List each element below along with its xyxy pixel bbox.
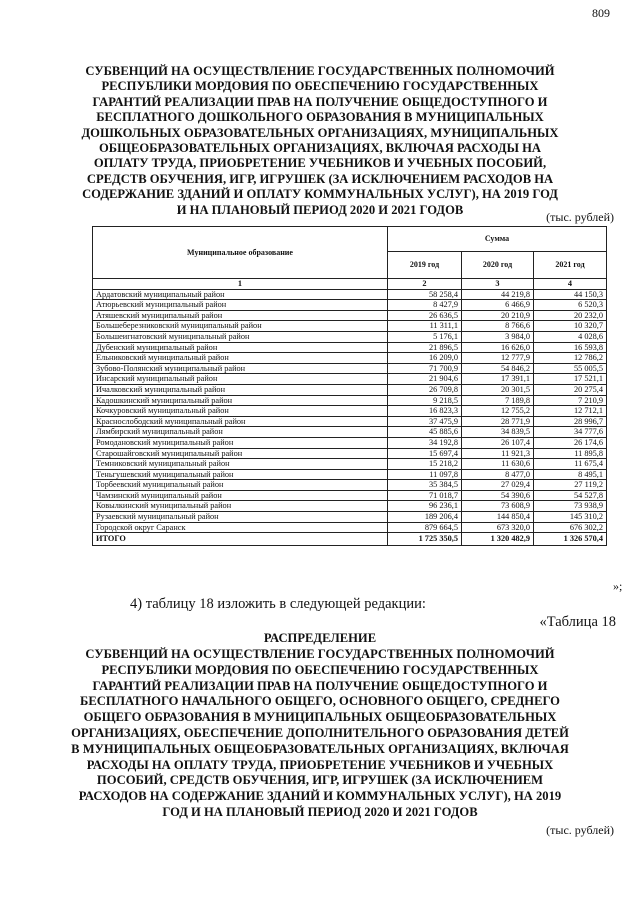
table-row [93,353,607,364]
value-2019: 35 384,5 [388,480,462,491]
table-row [93,416,607,427]
municipality-name: Кочкуровский муниципальный район [93,406,388,417]
table-row [93,300,607,311]
value-2020: 8 766,6 [462,321,534,332]
value-2020: 73 608,9 [462,501,534,512]
value-2019: 71 018,7 [388,490,462,501]
table-row [93,437,607,448]
value-2020: 6 466,9 [462,300,534,311]
municipality-name: Городской округ Саранск [93,522,388,533]
value-2021: 7 210,9 [534,395,607,406]
distribution-heading: РАСПРЕДЕЛЕНИЕ [263,631,377,645]
value-2021: 11 895,8 [534,448,607,459]
value-2019: 879 664,5 [388,522,462,533]
column-number: 2 [388,279,462,290]
value-2020: 27 029,4 [462,480,534,491]
municipality-name: Большеберезниковский муниципальный район [93,321,388,332]
table-row [93,480,607,491]
value-2019: 21 896,5 [388,342,462,353]
municipality-name: Ардатовский муниципальный район [93,289,388,300]
value-2021: 20 232,0 [534,310,607,321]
value-2021: 27 119,2 [534,480,607,491]
value-2021: 4 028,6 [534,331,607,342]
value-2021: 10 320,7 [534,321,607,332]
value-2021: 11 675,4 [534,459,607,470]
table-row [93,512,607,523]
value-2019: 96 236,1 [388,501,462,512]
total-2021: 1 326 570,4 [534,533,607,546]
value-2020: 3 984,0 [462,331,534,342]
table-row [93,501,607,512]
header-2021: 2021 год [534,252,607,279]
subvention-table [92,226,607,546]
value-2019: 71 700,9 [388,363,462,374]
value-2020: 12 777,9 [462,353,534,364]
municipality-name: Зубово-Полянский муниципальный район [93,363,388,374]
municipality-name: Краснослободский муниципальный район [93,416,388,427]
value-2019: 5 176,1 [388,331,462,342]
municipality-name: Атяшевский муниципальный район [93,310,388,321]
value-2020: 20 301,5 [462,384,534,395]
value-2020: 11 921,3 [462,448,534,459]
header-2020: 2020 год [462,252,534,279]
municipality-name: Инсарский муниципальный район [93,374,388,385]
table18-unit: (тыс. рублей) [546,823,614,837]
table-row [93,459,607,470]
table-row [93,321,607,332]
value-2020: 673 320,0 [462,522,534,533]
table-row [93,395,607,406]
column-number: 3 [462,279,534,290]
total-label: ИТОГО [93,533,388,546]
value-2019: 8 427,9 [388,300,462,311]
header-municipality: Муниципальное образование [93,227,388,279]
table-row [93,490,607,501]
table-row [93,342,607,353]
municipality-name: Ковылкинский муниципальный район [93,501,388,512]
municipality-name: Теньгушевский муниципальный район [93,469,388,480]
amendment-instruction: 4) таблицу 18 изложить в следующей редакции: [130,596,426,612]
value-2021: 44 150,3 [534,289,607,300]
value-2019: 26 636,5 [388,310,462,321]
table-row [93,522,607,533]
value-2021: 20 275,4 [534,384,607,395]
municipality-name: Лямбирский муниципальный район [93,427,388,438]
value-2019: 34 192,8 [388,437,462,448]
table17-unit: (тыс. рублей) [546,210,614,224]
municipality-name: Ичалковский муниципальный район [93,384,388,395]
table-row [93,374,607,385]
value-2021: 26 174,6 [534,437,607,448]
municipality-name: Ромодановский муниципальный район [93,437,388,448]
value-2019: 16 209,0 [388,353,462,364]
closing-quote: »; [613,579,623,593]
value-2021: 676 302,2 [534,522,607,533]
table17-title: СУБВЕНЦИЙ НА ОСУЩЕСТВЛЕНИЕ ГОСУДАРСТВЕННЫХ ПОЛНОМОЧИЙ РЕСПУБЛИКИ МОРДОВИЯ ПО ОБЕСПЕЧЕНИЮ ГОСУДАРСТВЕННЫХ ГАРАНТИЙ РЕАЛИЗАЦИИ ПРАВ НА ПОЛУЧЕНИЕ ОБЩЕДОСТУПНОГО И БЕСПЛАТНОГО ДОШКОЛЬНОГО ОБРАЗОВАНИЯ В МУНИЦИПАЛЬНЫХ ДОШКОЛЬНЫХ ОБРАЗОВАТЕЛЬНЫХ ОРГАНИЗАЦИЯХ, МУНИЦИПАЛЬНЫХ ОБЩЕОБРАЗОВАТЕЛЬНЫХ ОРГАНИЗАЦИЯХ, ВКЛЮЧАЯ РАСХОДЫ НА ОПЛАТУ ТРУДА, ПРИОБРЕТЕНИЕ УЧЕБНИКОВ И УЧЕБНЫХ ПОСОБИЙ, СРЕДСТВ ОБУЧЕНИЯ, ИГР, ИГРУШЕК (ЗА ИСКЛЮЧЕНИЕМ РАСХОДОВ НА СОДЕРЖАНИЕ ЗДАНИЙ И ОПЛАТУ КОММУНАЛЬНЫХ УСЛУГ), НА 2019 ГОД И НА ПЛАНОВЫЙ ПЕРИОД 2020 И 2021 ГОДОВ [81,64,559,217]
value-2021: 6 520,3 [534,300,607,311]
municipality-name: Дубенский муниципальный район [93,342,388,353]
value-2021: 145 310,2 [534,512,607,523]
value-2021: 17 521,1 [534,374,607,385]
value-2021: 8 495,1 [534,469,607,480]
municipality-name: Ельниковский муниципальный район [93,353,388,364]
municipality-name: Темниковский муниципальный район [93,459,388,470]
table17-container [92,226,606,546]
header-sum: Сумма [388,227,607,252]
value-2019: 16 823,3 [388,406,462,417]
total-2019: 1 725 350,5 [388,533,462,546]
table-row [93,406,607,417]
value-2020: 17 391,1 [462,374,534,385]
value-2019: 189 206,4 [388,512,462,523]
value-2021: 73 938,9 [534,501,607,512]
table-row [93,331,607,342]
value-2021: 54 527,8 [534,490,607,501]
value-2020: 44 219,8 [462,289,534,300]
value-2019: 11 097,8 [388,469,462,480]
value-2019: 37 475,9 [388,416,462,427]
total-2020: 1 320 482,9 [462,533,534,546]
municipality-name: Кадошкинский муниципальный район [93,395,388,406]
value-2020: 28 771,9 [462,416,534,427]
value-2020: 8 477,0 [462,469,534,480]
table-row [93,289,607,300]
municipality-name: Большеигнатовский муниципальный район [93,331,388,342]
municipality-name: Старошайговский муниципальный район [93,448,388,459]
value-2021: 28 996,7 [534,416,607,427]
value-2019: 11 311,1 [388,321,462,332]
municipality-name: Чамзинский муниципальный район [93,490,388,501]
value-2019: 45 885,6 [388,427,462,438]
value-2019: 21 904,6 [388,374,462,385]
table-row [93,448,607,459]
table-row [93,469,607,480]
value-2020: 11 630,6 [462,459,534,470]
value-2020: 12 755,2 [462,406,534,417]
table-row [93,384,607,395]
value-2021: 12 786,2 [534,353,607,364]
value-2020: 20 210,9 [462,310,534,321]
value-2021: 12 712,1 [534,406,607,417]
table18-title: СУБВЕНЦИЙ НА ОСУЩЕСТВЛЕНИЕ ГОСУДАРСТВЕННЫХ ПОЛНОМОЧИЙ РЕСПУБЛИКИ МОРДОВИЯ ПО ОБЕСПЕЧЕНИЮ ГОСУДАРСТВЕННЫХ ГАРАНТИЙ РЕАЛИЗАЦИИ ПРАВ НА ПОЛУЧЕНИЕ ОБЩЕДОСТУПНОГО И БЕСПЛАТНОГО НАЧАЛЬНОГО ОБЩЕГО, ОСНОВНОГО ОБЩЕГО, СРЕДНЕГО ОБЩЕГО ОБРАЗОВАНИЯ В МУНИЦИПАЛЬНЫХ ОБЩЕОБРАЗОВАТЕЛЬНЫХ ОРГАНИЗАЦИЯХ, ОБЕСПЕЧЕНИЕ ДОПОЛНИТЕЛЬНОГО ОБРАЗОВАНИЯ ДЕТЕЙ В МУНИЦИПАЛЬНЫХ ОБЩЕОБРАЗОВАТЕЛЬНЫХ ОРГАНИЗАЦИЯХ, ВКЛЮЧАЯ РАСХОДЫ НА ОПЛАТУ ТРУДА, ПРИОБРЕТЕНИЕ УЧЕБНИКОВ И УЧЕБНЫХ ПОСОБИЙ, СРЕДСТВ ОБУЧЕНИЯ, ИГР, ИГРУШЕК (ЗА ИСКЛЮЧЕНИЕМ РАСХОДОВ НА СОДЕРЖАНИЕ ЗДАНИЙ И КОММУНАЛЬНЫХ УСЛУГ), НА 2019 ГОД И НА ПЛАНОВЫЙ ПЕРИОД 2020 И 2021 ГОДОВ [71,647,569,819]
value-2019: 58 258,4 [388,289,462,300]
municipality-name: Атюрьевский муниципальный район [93,300,388,311]
value-2020: 144 850,4 [462,512,534,523]
value-2020: 54 390,6 [462,490,534,501]
value-2021: 16 593,8 [534,342,607,353]
value-2019: 15 697,4 [388,448,462,459]
table18-reference: «Таблица 18 [539,614,616,630]
column-number: 4 [534,279,607,290]
municipality-name: Рузаевский муниципальный район [93,512,388,523]
column-numbers-row [93,279,607,290]
total-row [93,533,607,546]
table-row [93,427,607,438]
page-number: 809 [592,6,610,20]
header-2019: 2019 год [388,252,462,279]
municipality-name: Торбеевский муниципальный район [93,480,388,491]
value-2020: 7 189,8 [462,395,534,406]
table-row [93,310,607,321]
table-row [93,363,607,374]
value-2019: 9 218,5 [388,395,462,406]
value-2019: 15 218,2 [388,459,462,470]
value-2021: 55 005,5 [534,363,607,374]
value-2020: 54 846,2 [462,363,534,374]
value-2020: 34 839,5 [462,427,534,438]
value-2020: 16 626,0 [462,342,534,353]
column-number: 1 [93,279,388,290]
value-2019: 26 709,8 [388,384,462,395]
value-2021: 34 777,6 [534,427,607,438]
value-2020: 26 107,4 [462,437,534,448]
